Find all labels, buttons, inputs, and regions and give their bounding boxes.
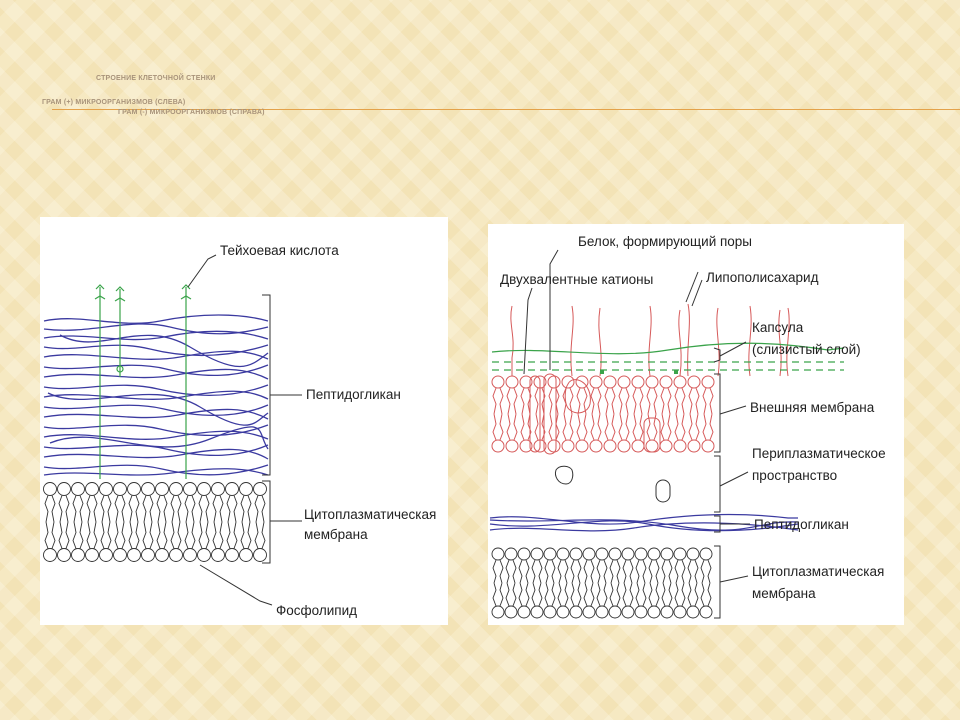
phospholipid-bilayer <box>44 482 267 561</box>
label-cytoplasmic-membrane-left-1: Цитоплазматическая <box>304 507 437 522</box>
peptidoglycan-layers <box>44 315 268 475</box>
label-phospholipid: Фосфолипид <box>276 603 357 618</box>
label-outer-membrane: Внешняя мембрана <box>750 400 875 415</box>
gram-positive-diagram <box>40 217 448 625</box>
label-teichoic-acid: Тейхоевая кислота <box>220 243 339 258</box>
label-capsule-2: (слизистый слой) <box>752 342 861 357</box>
gram-negative-diagram <box>488 224 904 625</box>
slide-title: СТРОЕНИЕ КЛЕТОЧНОЙ СТЕНКИ <box>96 75 216 82</box>
periplasm-particles <box>555 466 670 502</box>
label-cytoplasmic-membrane-right-2: мембрана <box>752 586 816 601</box>
gram-negative-svg <box>488 224 904 625</box>
label-porin: Белок, формирующий поры <box>578 234 753 249</box>
label-periplasm-2: пространство <box>752 468 838 483</box>
teichoic-acid-strands <box>95 285 191 479</box>
gram-positive-svg <box>40 217 448 625</box>
label-cytoplasmic-membrane-left-2: мембрана <box>304 527 368 542</box>
outer-membrane <box>492 374 714 454</box>
label-divalent-cations: Двухвалентные катионы <box>500 272 654 287</box>
slide-subtitle-right: ГРАМ (-) МИКРООРГАНИЗМОВ (СПРАВА) <box>118 109 265 116</box>
label-peptidoglycan-right: Пептидогликан <box>754 517 849 532</box>
cytoplasmic-membrane-right <box>492 548 712 618</box>
label-lines <box>188 255 302 605</box>
label-lipopolysaccharide: Липополисахарид <box>706 270 819 285</box>
label-cytoplasmic-membrane-right-1: Цитоплазматическая <box>752 564 885 579</box>
peptidoglycan-layer-right <box>490 515 798 531</box>
label-periplasm-1: Периплазматическое <box>752 446 886 461</box>
slide-title-block <box>0 0 960 130</box>
lipopolysaccharide-chains <box>511 304 789 376</box>
label-peptidoglycan-left: Пептидогликан <box>306 387 401 402</box>
label-capsule-1: Капсула <box>752 320 804 335</box>
slide-subtitle-left: ГРАМ (+) МИКРООРГАНИЗМОВ (СЛЕВА) <box>42 99 186 106</box>
divalent-cations <box>600 370 678 374</box>
